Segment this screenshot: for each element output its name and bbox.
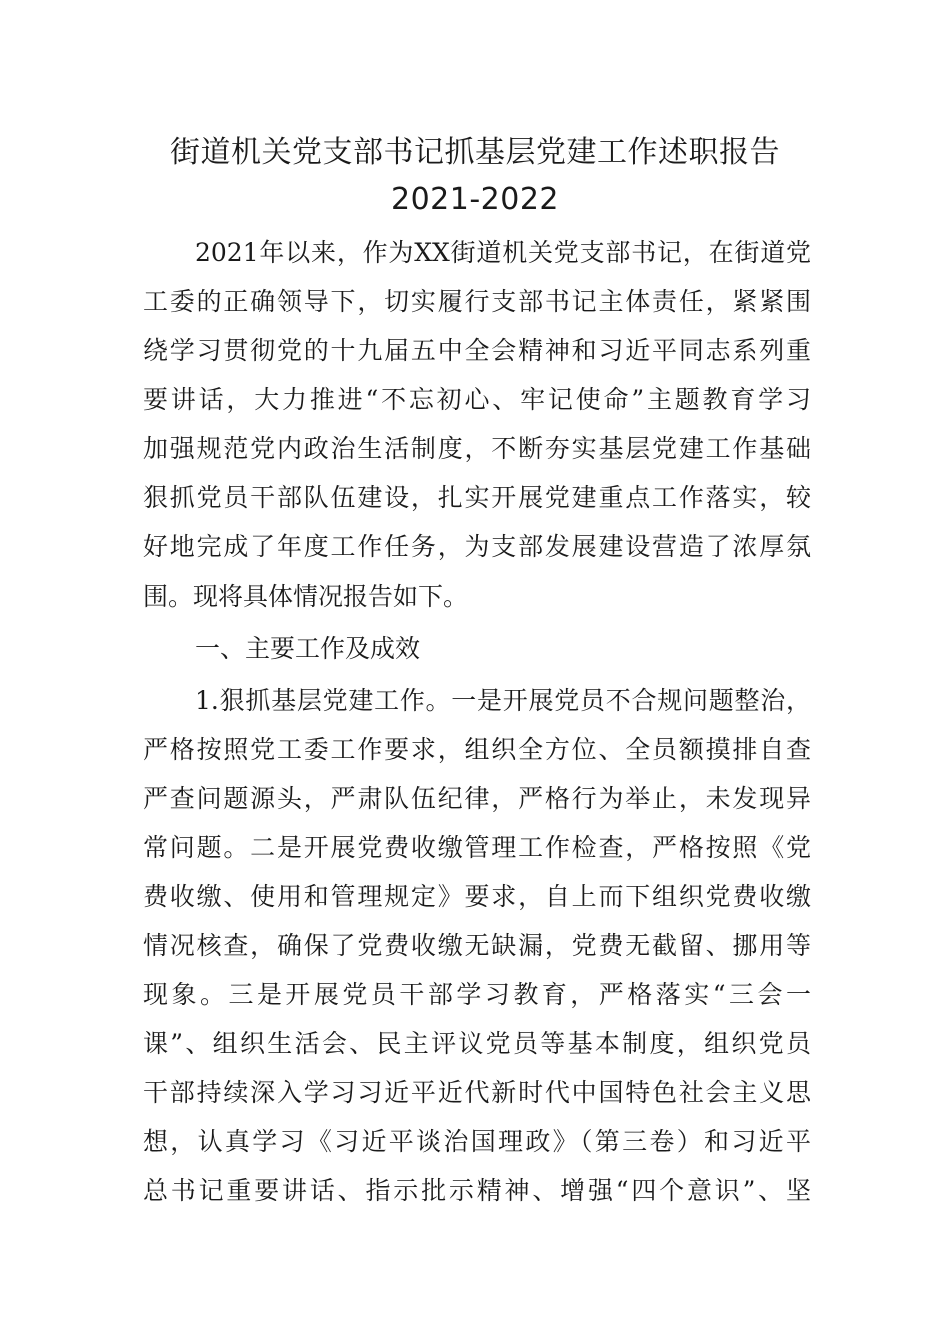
body-line: 想，认真学习《习近平谈治国理政》（第三卷）和习近平: [143, 1127, 811, 1156]
body-line: 现象。三是开展党员干部学习教育，严格落实“三会一: [143, 980, 811, 1009]
body-line: 围。现将具体情况报告如下。: [143, 582, 469, 611]
document-title-year: 2021-2022: [390, 182, 560, 217]
document-title: 街道机关党支部书记抓基层党建工作述职报告: [170, 135, 780, 170]
body-line: 费收缴、使用和管理规定》要求，自上而下组织党费收缴: [143, 882, 811, 911]
body-line: 课”、组织生活会、民主评议党员等基本制度，组织党员: [143, 1029, 811, 1058]
body-line: 2021年以来，作为XX街道机关党支部书记，在街道党: [195, 238, 811, 267]
body-line: 严格按照党工委工作要求，组织全方位、全员额摸排自查: [143, 735, 811, 764]
body-line: 情况核查，确保了党费收缴无缺漏，党费无截留、挪用等: [143, 931, 811, 960]
section-heading: 一、主要工作及成效: [195, 634, 421, 663]
body-line: 狠抓党员干部队伍建设，扎实开展党建重点工作落实，较: [143, 483, 811, 512]
body-line: 1.狠抓基层党建工作。一是开展党员不合规问题整治，: [195, 686, 811, 715]
body-line: 严查问题源头，严肃队伍纪律，严格行为举止，未发现异: [143, 784, 811, 813]
body-line: 工委的正确领导下，切实履行支部书记主体责任，紧紧围: [143, 287, 811, 316]
body-line: 要讲话，大力推进“不忘初心、牢记使命”主题教育学习: [143, 385, 811, 414]
body-line: 干部持续深入学习习近平近代新时代中国特色社会主义思: [143, 1078, 811, 1107]
body-line: 总书记重要讲话、指示批示精神、增强“四个意识”、坚: [143, 1176, 811, 1205]
body-line: 常问题。二是开展党费收缴管理工作检查，严格按照《党: [143, 833, 811, 862]
body-line: 好地完成了年度工作任务，为支部发展建设营造了浓厚氛: [143, 532, 811, 561]
body-line: 加强规范党内政治生活制度，不断夯实基层党建工作基础: [143, 434, 811, 463]
body-line: 绕学习贯彻党的十九届五中全会精神和习近平同志系列重: [143, 336, 811, 365]
